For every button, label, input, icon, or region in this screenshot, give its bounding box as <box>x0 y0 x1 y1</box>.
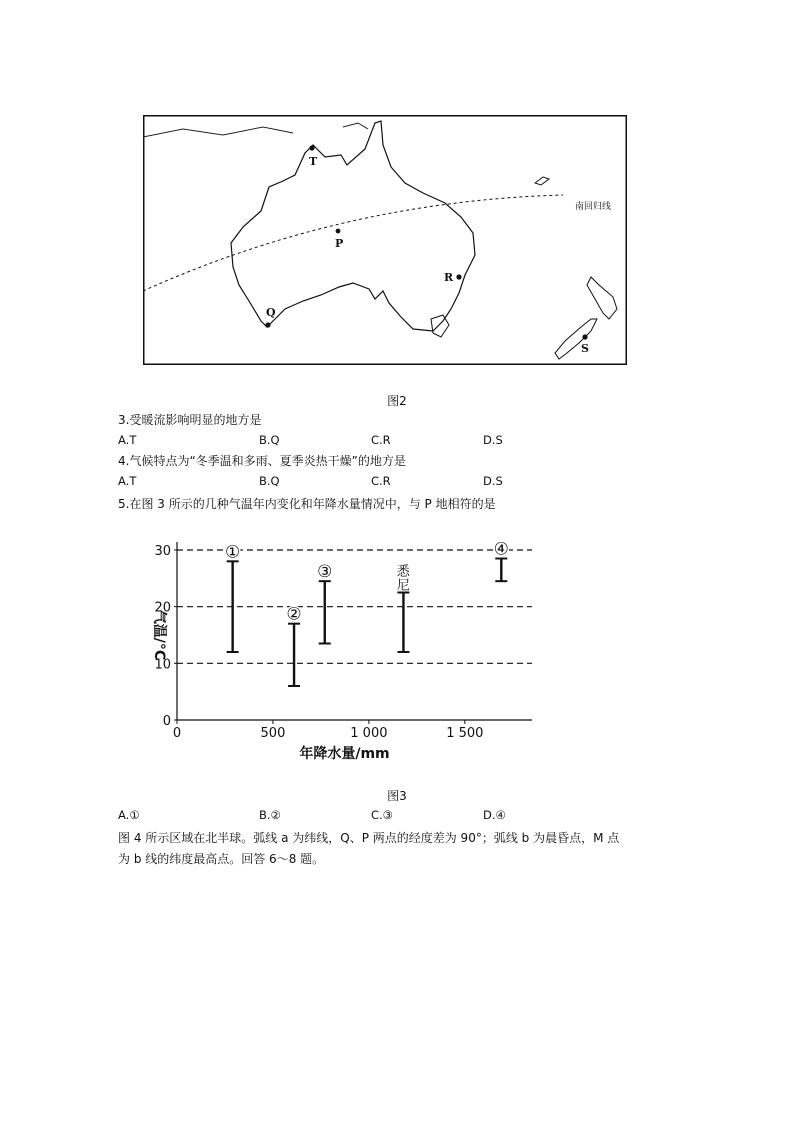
figure3-caption: 图3 <box>387 789 407 803</box>
x-tick-label: 0 <box>172 726 182 741</box>
y-tick-label: 10 <box>154 657 171 673</box>
q4-option-b: B.Q <box>259 474 280 488</box>
point-q-marker <box>265 322 270 327</box>
y-tick-label: 30 <box>154 544 171 559</box>
intro-line-1: 图 4 所示区域在北半球。弧线 a 为纬线，Q、P 两点的经度差为 90°；弧线 b 为晨昏点，M 点 <box>118 831 620 845</box>
q4-option-c: C.R <box>371 474 391 488</box>
point-s-marker <box>582 334 587 339</box>
q3-option-a: A.T <box>118 433 137 447</box>
point-r-label: R <box>444 271 454 284</box>
q5-option-a: A.① <box>118 808 140 822</box>
x-tick-label: 1 500 <box>446 726 484 741</box>
point-p-label: P <box>335 237 344 250</box>
range-label: ② <box>286 604 302 625</box>
q5-option-d: D.④ <box>483 808 506 822</box>
x-tick-label: 500 <box>260 726 286 741</box>
q3-option-d: D.S <box>483 433 503 447</box>
range-label: ① <box>225 542 241 563</box>
climate-range-chart <box>140 528 550 773</box>
australia-map <box>143 115 627 365</box>
range-label-sydney-char2: 尼 <box>396 578 410 594</box>
q3-option-c: C.R <box>371 433 391 447</box>
y-tick-label: 20 <box>154 600 171 616</box>
tropic-label: 南回归线 <box>575 202 612 212</box>
q4-option-d: D.S <box>483 474 503 488</box>
point-q-label: Q <box>266 306 276 319</box>
q5-option-c: C.③ <box>371 808 393 822</box>
q3-option-b: B.Q <box>259 433 280 447</box>
range-label-sydney-char1: 悉 <box>396 564 410 580</box>
q5-option-b: B.② <box>259 808 281 822</box>
y-axis-title: 气温/°C <box>151 609 167 661</box>
point-t-label: T <box>309 155 318 168</box>
point-r-marker <box>456 274 461 279</box>
question-3-text: 3.受暖流影响明显的地方是 <box>118 413 262 427</box>
intro-line-2: 为 b 线的纬度最高点。回答 6～8 题。 <box>118 852 325 866</box>
map-frame <box>144 116 627 365</box>
question-5-text: 5.在图 3 所示的几种气温年内变化和年降水量情况中，与 P 地相符的是 <box>118 497 496 511</box>
x-axis-title: 年降水量/mm <box>299 746 390 762</box>
range-label: ③ <box>317 562 333 583</box>
range-label: ④ <box>493 539 509 560</box>
x-tick-label: 1 000 <box>350 726 388 741</box>
question-4-text: 4.气候特点为“冬季温和多雨、夏季炎热干燥”的地方是 <box>118 454 406 468</box>
point-t-marker <box>309 145 314 150</box>
point-p-marker <box>336 229 341 234</box>
q4-option-a: A.T <box>118 474 137 488</box>
figure2-caption: 图2 <box>387 394 407 408</box>
point-s-label: S <box>581 342 589 355</box>
y-tick-label: 0 <box>162 714 171 729</box>
